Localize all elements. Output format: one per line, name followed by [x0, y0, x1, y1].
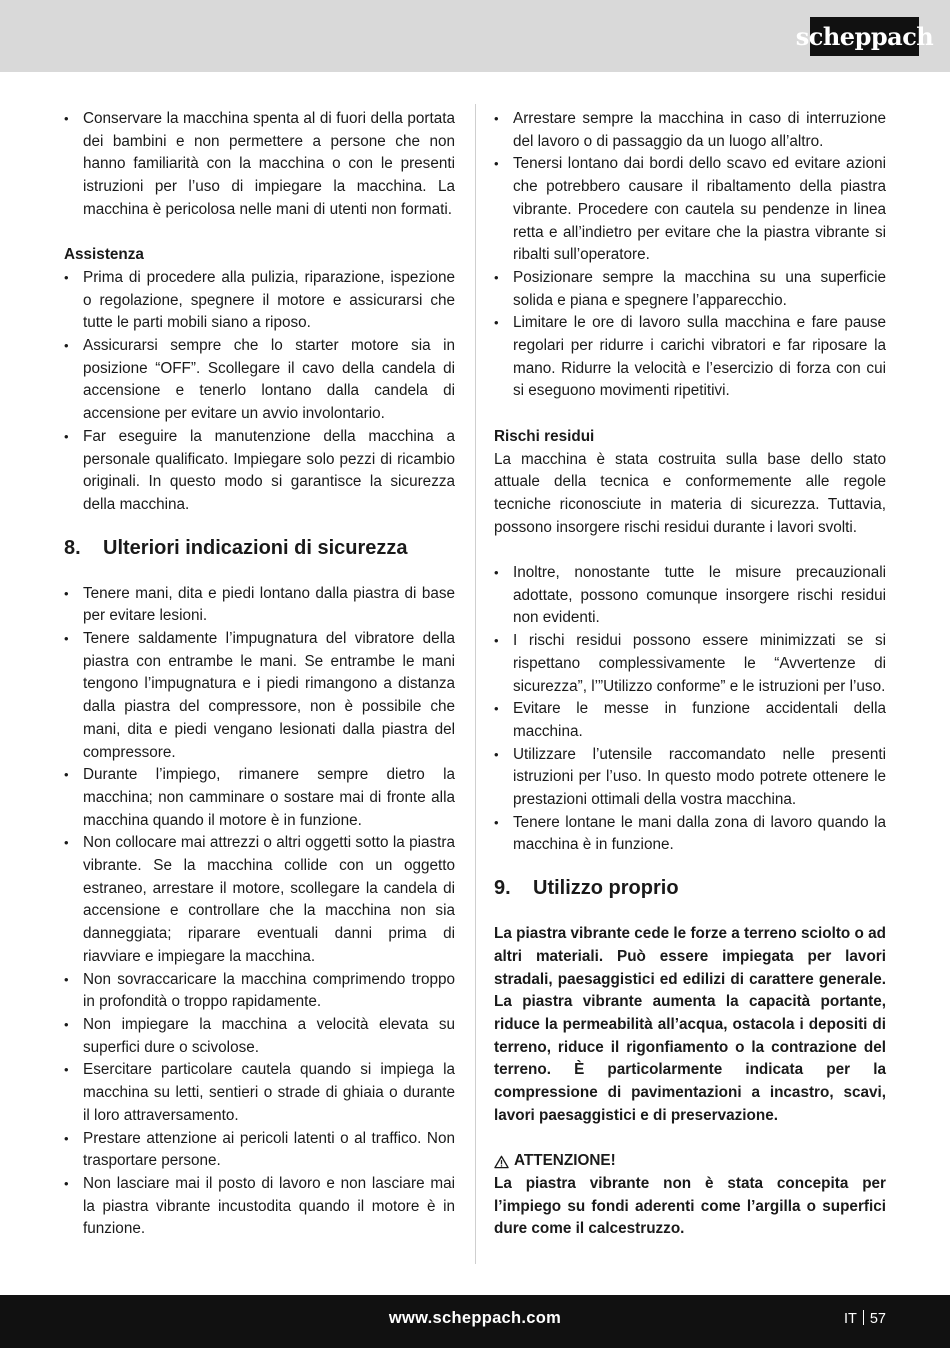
list-item: • Tenere lontane le mani dalla zona di lavoro quando la macchina è in funzione. [494, 812, 886, 857]
right-top-list [494, 108, 886, 403]
list-item: • Tenersi lontano dai bordi dello scavo ed evitare azioni che potrebbero causare il ribaltamento della piastra vibrante. Procedere con cautela su pendenze in linea retta e all’indietro per evitare che la piastra vibrante si ribalti sull’operatore. [494, 153, 886, 267]
list-item: • Conservare la macchina spenta al di fuori della portata dei bambini e non permettere a persone che non hanno familiarità con la macchina o con le presenti istruzioni per l’uso di impiegare la macchina. La macchina è pericolosa nelle mani di utenti non formati. [64, 108, 455, 222]
warning-heading [494, 1150, 886, 1173]
right-column [494, 108, 886, 1241]
list-item: • Non sovraccaricare la macchina comprimendo troppo in profondità o troppo rapidamente. [64, 969, 455, 1014]
list-item: • Prima di procedere alla pulizia, riparazione, ispezione o regolazione, spegnere il motore e assicurarsi che tutte le parti mobili siano a riposo. [64, 267, 455, 335]
warning-triangle-icon [494, 1155, 509, 1169]
section-8-heading [64, 535, 455, 561]
section-title: Ulteriori indicazioni di sicurezza [103, 536, 408, 559]
rischi-list [494, 562, 886, 857]
footer-bar [0, 1295, 950, 1348]
warning-text: La piastra vibrante non è stata concepita per l’impiego su fondi aderenti come l’argilla o superfici dure come il calcestruzzo. [494, 1174, 886, 1238]
list-item: • Tenere mani, dita e piedi lontano dalla piastra di base per evitare lesioni. [64, 583, 455, 628]
column-divider [475, 104, 476, 1264]
list-item: • Limitare le ore di lavoro sulla macchina e fare pause regolari per ridurre i carichi vibratori e far riposare la mano. Ridurre la velocità e l’esercizio di forza con cui si eseguono movimenti ripetitivi. [494, 312, 886, 403]
list-item: • Evitare le messe in funzione accidentali della macchina. [494, 698, 886, 743]
list-item: • Durante l’impiego, rimanere sempre dietro la macchina; non camminare o sostare mai di fronte alla macchina quando il motore è in funzione. [64, 764, 455, 832]
list-item: • Arrestare sempre la macchina in caso di interruzione del lavoro o di passaggio da un luogo all’altro. [494, 108, 886, 153]
list-item: • Tenere saldamente l’impugnatura del vibratore della piastra con entrambe le mani. Se entrambe le mani tengono l’impugnatura e i piedi rimangono a distanza dalla piastra del compressore, non è possibile che mani, dita e piedi vengano lesionati dalla piastra del compressore. [64, 628, 455, 764]
page-number: 57 [869, 1311, 886, 1327]
language-code: IT [843, 1311, 857, 1327]
list-item: • Esercitare particolare cautela quando si impiega la macchina su letti, sentieri o strade di ghiaia o durante il loro attraversamento. [64, 1059, 455, 1127]
list-item: • Prestare attenzione ai pericoli latenti o al traffico. Non trasportare persone. [64, 1128, 455, 1173]
assistenza-list [64, 267, 455, 517]
rischi-paragraph: La macchina è stata costruita sulla base dello stato attuale della tecnica e conformemente alle regole tecniche riconosciute in materia di sicurezza. Tuttavia, possono insorgere rischi residui durante i lavori svolti. [494, 450, 886, 536]
section-9-heading [494, 875, 886, 901]
rischi-heading: Rischi residui [494, 427, 595, 445]
list-item: • Non impiegare la macchina a velocità elevata su superfici dure o scivolose. [64, 1014, 455, 1059]
section-title: Utilizzo proprio [533, 877, 679, 900]
list-item: • Assicurarsi sempre che lo starter motore sia in posizione “OFF”. Scollegare il cavo della candela di accensione e tenerlo lontano dalla candela di accensione per evitare un avvio involontario. [64, 335, 455, 426]
section-number: 9. [494, 877, 511, 900]
page-separator [863, 1310, 864, 1325]
page-indicator [844, 1310, 886, 1327]
list-item: • Utilizzare l’utensile raccomandato nelle presenti istruzioni per l’uso. In questo modo potrete ottenere le prestazioni ottimali della vostra macchina. [494, 744, 886, 812]
assistenza-heading: Assistenza [64, 246, 144, 264]
brand-logo: scheppach [810, 17, 919, 56]
section-number: 8. [64, 536, 81, 559]
footer-url-link[interactable]: www.scheppach.com [388, 1309, 562, 1327]
list-item: • Far eseguire la manutenzione della macchina a personale qualificato. Impiegare solo pezzi di ricambio originali. In questo modo si garantisce la sicurezza della macchina. [64, 426, 455, 517]
list-item: • I rischi residui possono essere minimizzati se si rispettano complessivamente le “Avvertenze di sicurezza”, l’”Utilizzo conforme” e le istruzioni per l’uso. [494, 630, 886, 698]
section-8-list [64, 583, 455, 1241]
warning-title: ATTENZIONE! [514, 1152, 616, 1170]
intro-list [64, 108, 455, 222]
left-column [64, 108, 455, 1241]
list-item: • Non lasciare mai il posto di lavoro e non lasciare mai la piastra vibrante incustodita quando il motore è in funzione. [64, 1173, 455, 1241]
section-9-paragraph: La piastra vibrante cede le forze a terreno sciolto o ad altri materiali. Può essere impiegata per lavori stradali, paesaggistici ed edilizi di carattere generale. La piastra vibrante aumenta la capacità portante, riduce la permeabilità all’acqua, ostacola i depositi di terreno, riduce il rigonfiamento o la contrazione del terreno. È particolarmente indicata per la compressione di pavimentazioni a incastro, scavi, lavori paesaggistici e di preservazione. [494, 925, 886, 1124]
list-item: • Non collocare mai attrezzi o altri oggetti sotto la piastra vibrante. Se la macchina collide con un oggetto estraneo, arrestare il motore, scollegare la candela di accensione e controllare che la macchina non sia danneggiata; riparare eventuali danni prima di riavviare e impiegare la macchina. [64, 832, 455, 968]
list-item: • Inoltre, nonostante tutte le misure precauzionali adottate, possono comunque insorgere rischi residui non evidenti. [494, 562, 886, 630]
list-item: • Posizionare sempre la macchina su una superficie solida e piana e spegnere l’apparecchio. [494, 267, 886, 312]
